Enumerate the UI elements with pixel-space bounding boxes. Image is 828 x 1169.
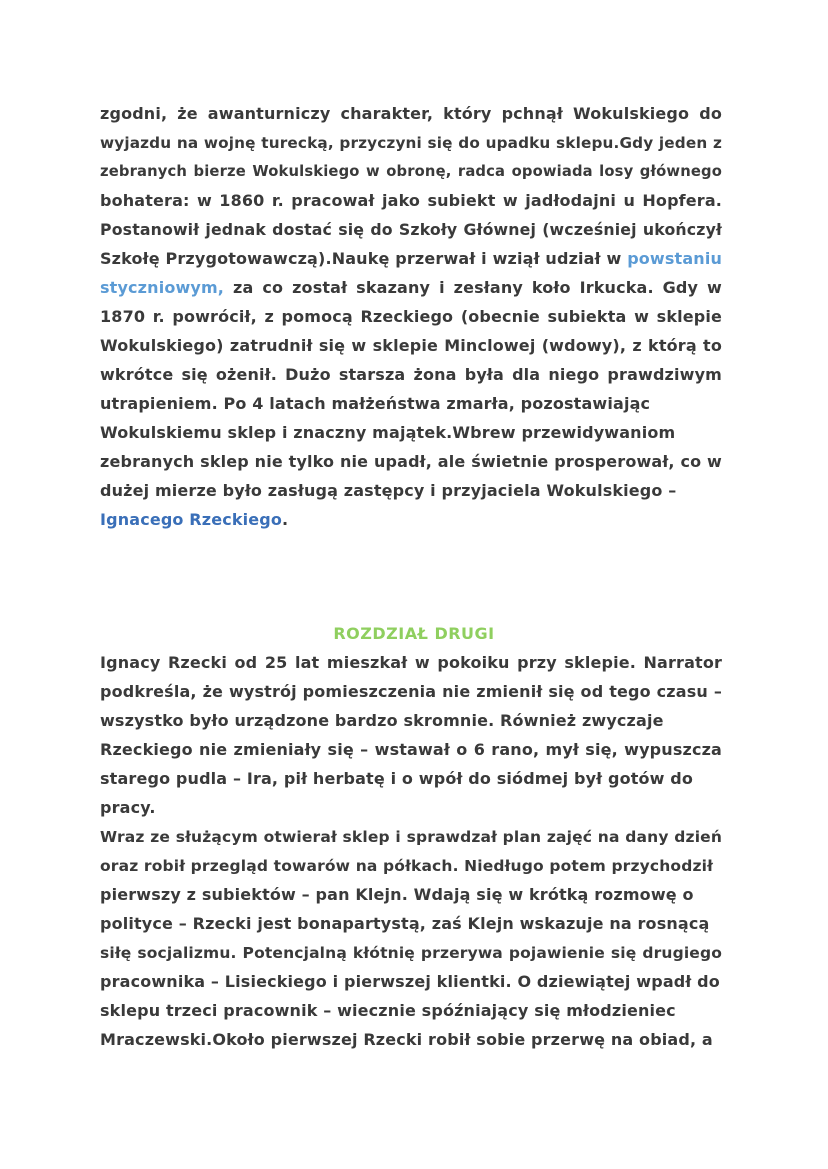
paragraph-1-line-11: utrapieniem. Po 4 latach małżeństwa zmarła, pozostawiając — [100, 394, 651, 413]
paragraph-3-line-2: oraz robił przegląd towarów na półkach. Niedługo potem przychodził — [100, 857, 714, 875]
rzecki-link[interactable]: Ignacego Rzeckiego — [100, 510, 283, 529]
paragraph-2-line-4: Rzeckiego nie zmieniały się – wstawał o 6 rano, mył się, wypuszcza — [100, 740, 722, 759]
paragraph-3-line-3: pierwszy z subiektów – pan Klejn. Wdają się w krótką rozmowę o — [100, 885, 694, 904]
paragraph-3-line-4: polityce – Rzecki jest bonapartystą, zaś Klejn wskazuje na rosnącą — [100, 914, 710, 933]
paragraph-2-line-6: pracy. — [100, 798, 156, 817]
paragraph-3-line-5: siłę socjalizmu. Potencjalną kłótnię przerywa pojawienie się drugiego — [100, 944, 722, 962]
paragraph-1-line-9: Wokulskiego) zatrudnił się w sklepie Minclowej (wdowy), z którą to — [100, 336, 722, 355]
powstanie-link-part-1[interactable]: powstaniu — [627, 249, 722, 268]
paragraph-1-line-10: wkrótce się ożenił. Dużo starsza żona była dla niego prawdziwym — [100, 365, 722, 384]
paragraph-3-line-8: Mraczewski.Około pierwszej Rzecki robił sobie przerwę na obiad, a — [100, 1030, 713, 1049]
paragraph-2-line-2: podkreśla, że wystrój pomieszczenia nie zmienił się od tego czasu – — [100, 682, 722, 701]
paragraph-1-line-2: wyjazdu na wojnę turecką, przyczyni się do upadku sklepu.Gdy jeden z — [100, 134, 722, 152]
paragraph-1-line-6 — [100, 249, 722, 269]
paragraph-1-line-1: zgodni, że awanturniczy charakter, który pchnął Wokulskiego do — [100, 104, 722, 123]
paragraph-1-line-12: Wokulskiemu sklep i znaczny majątek.Wbrew przewidywaniom — [100, 423, 676, 442]
paragraph-1-line-5: Postanowił jednak dostać się do Szkoły Głównej (wcześniej ukończył — [100, 220, 722, 239]
paragraph-1-line-4: bohatera: w 1860 r. pracował jako subiekt w jadłodajni u Hopfera. — [100, 191, 722, 210]
paragraph-3-line-7: sklepu trzeci pracownik – wiecznie spóźniający się młodzieniec — [100, 1001, 676, 1020]
line-7-text: za co został skazany i zesłany koło Irkucka. Gdy w — [224, 278, 722, 297]
paragraph-1-line-15 — [100, 510, 288, 530]
paragraph-2-line-3: wszystko było urządzone bardzo skromnie. Również zwyczaje — [100, 711, 664, 730]
paragraph-3-line-1: Wraz ze służącym otwierał sklep i sprawdzał plan zajęć na dany dzień — [100, 828, 722, 846]
paragraph-2-line-5: starego pudla – Ira, pił herbatę i o wpół do siódmej był gotów do — [100, 769, 694, 788]
paragraph-2-line-1: Ignacy Rzecki od 25 lat mieszkał w pokoiku przy sklepie. Narrator — [100, 653, 722, 672]
paragraph-1-line-13: zebranych sklep nie tylko nie upadł, ale świetnie prosperował, co w — [100, 452, 722, 471]
paragraph-1-line-8: 1870 r. powrócił, z pomocą Rzeckiego (obecnie subiekta w sklepie — [100, 307, 722, 326]
powstanie-link-part-2[interactable]: styczniowym, — [100, 278, 225, 297]
paragraph-1-line-3: zebranych bierze Wokulskiego w obronę, radca opowiada losy głównego — [100, 163, 722, 180]
paragraph-3-line-6: pracownika – Lisieckiego i pierwszej klientki. O dziewiątej wpadł do — [100, 972, 720, 991]
paragraph-1-line-14: dużej mierze było zasługą zastępcy i przyjaciela Wokulskiego – — [100, 481, 677, 500]
line-6-text: Szkołę Przygotowawczą).Naukę przerwał i wziął udział w — [100, 249, 628, 268]
link-suffix: . — [282, 510, 289, 529]
chapter-heading: ROZDZIAŁ DRUGI — [333, 624, 495, 643]
paragraph-1-line-7 — [100, 278, 722, 298]
